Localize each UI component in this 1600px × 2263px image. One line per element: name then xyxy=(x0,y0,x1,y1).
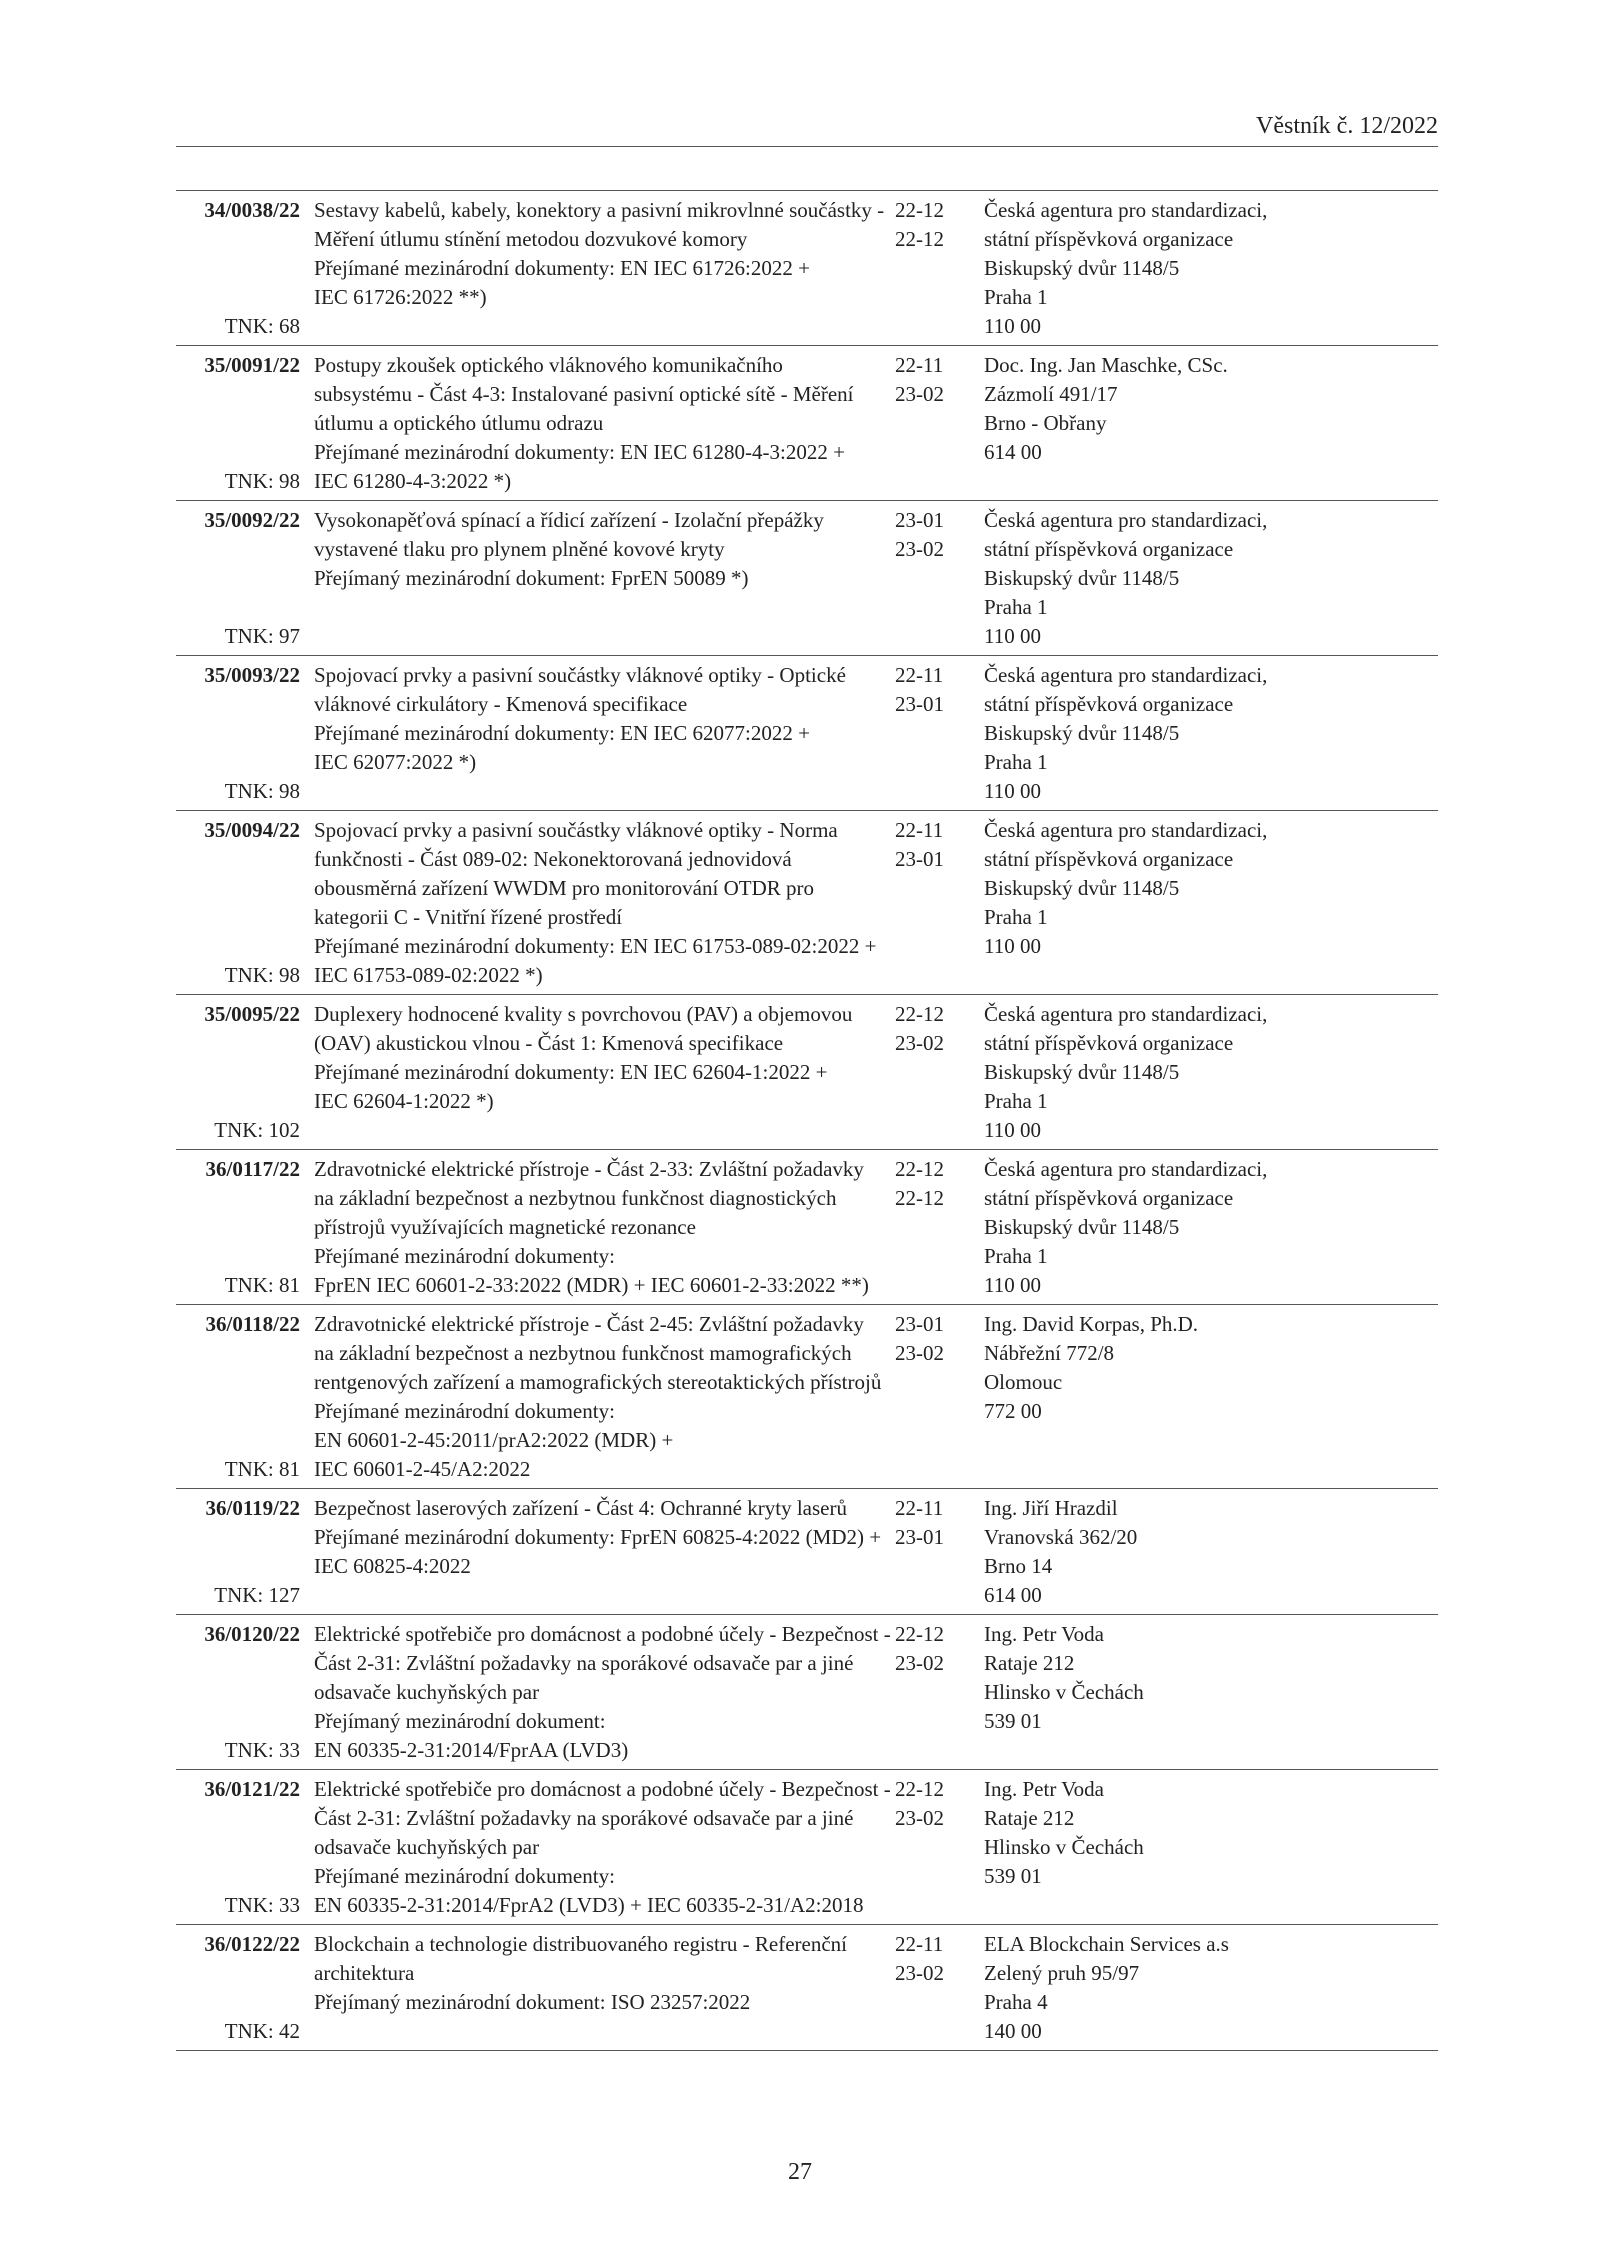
record-title-line: Spojovací prvky a pasivní součástky vláknové optiky - Optické xyxy=(314,663,846,687)
record-title-line: EN 60601-2-45:2011/prA2:2022 (MDR) + xyxy=(314,1428,674,1452)
address-line: 614 00 xyxy=(984,440,1042,464)
record-title-line: funkčnosti - Část 089-02: Nekonektorovaná jednovidová xyxy=(314,847,792,871)
record-title xyxy=(306,661,886,806)
address-line: Česká agentura pro standardizaci, xyxy=(984,1157,1268,1181)
record-date: 23-02 xyxy=(895,1341,944,1365)
record-title-line: Duplexery hodnocené kvality s povrchovou (PAV) a objemovou xyxy=(314,1002,853,1026)
address-line: Doc. Ing. Jan Maschke, CSc. xyxy=(984,353,1228,377)
record-title-line: vystavené tlaku pro plynem plněné kovové kryty xyxy=(314,537,725,561)
record-processor-address xyxy=(976,1310,1438,1484)
record-dates xyxy=(886,1494,976,1610)
standard-record xyxy=(176,1615,1438,1770)
record-date: 22-11 xyxy=(895,663,944,687)
record-tnk: TNK: 127 xyxy=(214,1583,300,1607)
record-id-column xyxy=(176,351,306,496)
address-line: Praha 1 xyxy=(984,595,1048,619)
record-tnk: TNK: 98 xyxy=(224,963,300,987)
record-dates xyxy=(886,1000,976,1145)
standard-record xyxy=(176,995,1438,1150)
record-tnk: TNK: 98 xyxy=(224,469,300,493)
address-line: Zázmolí 491/17 xyxy=(984,382,1118,406)
record-title xyxy=(306,196,886,341)
record-title-line: Přejímaný mezinárodní dokument: FprEN 50089 *) xyxy=(314,566,749,590)
address-line: 110 00 xyxy=(984,934,1041,958)
record-title xyxy=(306,1620,891,1765)
record-id-column xyxy=(176,816,306,990)
record-tnk: TNK: 97 xyxy=(224,624,300,648)
address-line: Nábřežní 772/8 xyxy=(984,1341,1115,1365)
address-line: státní příspěvková organizace xyxy=(984,1031,1234,1055)
record-date: 22-12 xyxy=(895,227,944,251)
record-processor-address xyxy=(976,1494,1438,1610)
address-line: 140 00 xyxy=(984,2019,1042,2043)
record-date: 22-12 xyxy=(895,1002,944,1026)
record-processor-address xyxy=(976,506,1438,651)
record-dates xyxy=(886,1930,976,2046)
record-title-line: Zdravotnické elektrické přístroje - Část 2-33: Zvláštní požadavky xyxy=(314,1157,864,1181)
standard-record xyxy=(176,1925,1438,2051)
record-title-line: na základní bezpečnost a nezbytnou funkčnost diagnostických xyxy=(314,1186,837,1210)
record-title-line: Přejímané mezinárodní dokumenty: FprEN 60825-4:2022 (MD2) + xyxy=(314,1525,882,1549)
address-line: Praha 4 xyxy=(984,1990,1048,2014)
record-processor-address xyxy=(976,196,1438,341)
record-tnk: TNK: 42 xyxy=(224,2019,300,2043)
address-line: 539 01 xyxy=(984,1864,1042,1888)
record-date: 22-12 xyxy=(895,1777,944,1801)
record-date: 22-11 xyxy=(895,1932,944,1956)
address-line: Praha 1 xyxy=(984,285,1048,309)
record-id-column xyxy=(176,1494,306,1610)
record-title xyxy=(306,816,886,990)
standard-record xyxy=(176,1489,1438,1615)
record-number: 35/0093/22 xyxy=(204,663,300,687)
record-date: 23-02 xyxy=(895,1961,944,1985)
record-tnk: TNK: 81 xyxy=(224,1273,300,1297)
record-processor-address xyxy=(976,1000,1438,1145)
standard-record xyxy=(176,346,1438,501)
record-title-line: Část 2-31: Zvláštní požadavky na sporákové odsavače par a jiné xyxy=(314,1651,854,1675)
record-title-line: Postupy zkoušek optického vláknového komunikačního xyxy=(314,353,783,377)
record-id-column xyxy=(176,661,306,806)
address-line: Biskupský dvůr 1148/5 xyxy=(984,256,1180,280)
record-id-column xyxy=(176,196,306,341)
record-title-line: Přejímané mezinárodní dokumenty: xyxy=(314,1244,615,1268)
record-title-line: vláknové cirkulátory - Kmenová specifikace xyxy=(314,692,688,716)
record-title-line: Vysokonapěťová spínací a řídicí zařízení - Izolační přepážky xyxy=(314,508,824,532)
standard-record xyxy=(176,191,1438,346)
record-date: 23-02 xyxy=(895,537,944,561)
record-number: 36/0117/22 xyxy=(205,1157,300,1181)
record-date: 22-12 xyxy=(895,1186,944,1210)
page-number: 27 xyxy=(788,2159,812,2185)
address-line: 110 00 xyxy=(984,1273,1041,1297)
record-tnk: TNK: 33 xyxy=(224,1738,300,1762)
record-date: 23-02 xyxy=(895,382,944,406)
record-number: 35/0095/22 xyxy=(204,1002,300,1026)
record-title xyxy=(306,1310,886,1484)
record-date: 23-01 xyxy=(895,692,944,716)
record-processor-address xyxy=(976,661,1438,806)
record-title-line: Přejímané mezinárodní dokumenty: EN IEC 61726:2022 + xyxy=(314,256,810,280)
record-dates xyxy=(886,1775,976,1920)
record-number: 36/0122/22 xyxy=(204,1932,300,1956)
record-title-line: IEC 61280-4-3:2022 *) xyxy=(314,469,512,493)
record-title-line: Přejímaný mezinárodní dokument: xyxy=(314,1709,606,1733)
record-date: 22-12 xyxy=(895,1622,944,1646)
record-id-column xyxy=(176,506,306,651)
record-title-line: Část 2-31: Zvláštní požadavky na sporákové odsavače par a jiné xyxy=(314,1806,854,1830)
standard-record xyxy=(176,1305,1438,1489)
record-title-line: architektura xyxy=(314,1961,415,1985)
record-title-line: Bezpečnost laserových zařízení - Část 4: Ochranné kryty laserů xyxy=(314,1496,847,1520)
record-title-line: přístrojů využívajících magnetické rezonance xyxy=(314,1215,696,1239)
address-line: 110 00 xyxy=(984,1118,1041,1142)
record-title-line: subsystému - Část 4-3: Instalované pasivní optické sítě - Měření xyxy=(314,382,854,406)
record-title-line: kategorii C - Vnitřní řízené prostředí xyxy=(314,905,623,929)
address-line: Hlinsko v Čechách xyxy=(984,1680,1144,1704)
record-title-line: Přejímané mezinárodní dokumenty: EN IEC 62077:2022 + xyxy=(314,721,810,745)
record-number: 36/0118/22 xyxy=(205,1312,300,1336)
address-line: státní příspěvková organizace xyxy=(984,692,1234,716)
address-line: 110 00 xyxy=(984,314,1041,338)
record-processor-address xyxy=(976,1775,1438,1920)
record-title-line: odsavače kuchyňských par xyxy=(314,1835,540,1859)
address-line: Ing. Petr Voda xyxy=(984,1777,1104,1801)
address-line: Zelený pruh 95/97 xyxy=(984,1961,1140,1985)
record-date: 23-02 xyxy=(895,1806,944,1830)
record-date: 22-11 xyxy=(895,353,944,377)
record-title-line: rentgenových zařízení a mamografických stereotaktických přístrojů xyxy=(314,1370,882,1394)
record-title-line: Přejímané mezinárodní dokumenty: EN IEC 61280-4-3:2022 + xyxy=(314,440,845,464)
record-title xyxy=(306,1775,891,1920)
record-title-line: Měření útlumu stínění metodou dozvukové komory xyxy=(314,227,748,251)
record-title-line: Elektrické spotřebiče pro domácnost a podobné účely - Bezpečnost - xyxy=(314,1777,891,1801)
record-date: 22-12 xyxy=(895,198,944,222)
address-line: Vranovská 362/20 xyxy=(984,1525,1138,1549)
address-line: Ing. Jiří Hrazdil xyxy=(984,1496,1118,1520)
record-title-line: obousměrná zařízení WWDM pro monitorování OTDR pro xyxy=(314,876,814,900)
record-title-line: IEC 61753-089-02:2022 *) xyxy=(314,963,543,987)
record-title-line: Zdravotnické elektrické přístroje - Část 2-45: Zvláštní požadavky xyxy=(314,1312,864,1336)
record-number: 35/0091/22 xyxy=(204,353,300,377)
address-line: Praha 1 xyxy=(984,1244,1048,1268)
record-title xyxy=(306,1155,886,1300)
record-title-line: EN 60335-2-31:2014/FprAA (LVD3) xyxy=(314,1738,629,1762)
record-title-line: Přejímané mezinárodní dokumenty: xyxy=(314,1864,615,1888)
record-id-column xyxy=(176,1000,306,1145)
record-date: 23-01 xyxy=(895,508,944,532)
record-title xyxy=(306,1000,886,1145)
record-date: 22-11 xyxy=(895,1496,944,1520)
address-line: Praha 1 xyxy=(984,1089,1048,1113)
address-line: 110 00 xyxy=(984,779,1041,803)
address-line: Česká agentura pro standardizaci, xyxy=(984,663,1268,687)
address-line: Ing. Petr Voda xyxy=(984,1622,1104,1646)
record-dates xyxy=(886,1310,976,1484)
address-line: Brno - Obřany xyxy=(984,411,1107,435)
standard-record xyxy=(176,1150,1438,1305)
address-line: Česká agentura pro standardizaci, xyxy=(984,818,1268,842)
record-tnk: TNK: 81 xyxy=(224,1457,300,1481)
address-line: 539 01 xyxy=(984,1709,1042,1733)
address-line: 110 00 xyxy=(984,624,1041,648)
address-line: 614 00 xyxy=(984,1583,1042,1607)
record-title-line: Přejímané mezinárodní dokumenty: EN IEC 61753-089-02:2022 + xyxy=(314,934,877,958)
record-number: 36/0120/22 xyxy=(204,1622,300,1646)
record-tnk: TNK: 33 xyxy=(224,1893,300,1917)
record-date: 23-02 xyxy=(895,1651,944,1675)
record-number: 36/0121/22 xyxy=(204,1777,300,1801)
record-title-line: Sestavy kabelů, kabely, konektory a pasivní mikrovlnné součástky - xyxy=(314,198,885,222)
record-title-line: (OAV) akustickou vlnou - Část 1: Kmenová specifikace xyxy=(314,1031,784,1055)
record-tnk: TNK: 98 xyxy=(224,779,300,803)
record-dates xyxy=(886,661,976,806)
record-title-line: IEC 60825-4:2022 xyxy=(314,1554,471,1578)
record-title-line: Spojovací prvky a pasivní součástky vláknové optiky - Norma xyxy=(314,818,838,842)
record-title-line: Elektrické spotřebiče pro domácnost a podobné účely - Bezpečnost - xyxy=(314,1622,891,1646)
record-title-line: odsavače kuchyňských par xyxy=(314,1680,540,1704)
record-id-column xyxy=(176,1155,306,1300)
address-line: státní příspěvková organizace xyxy=(984,227,1234,251)
address-line: Česká agentura pro standardizaci, xyxy=(984,508,1268,532)
address-line: Brno 14 xyxy=(984,1554,1053,1578)
standard-record xyxy=(176,501,1438,656)
record-number: 36/0119/22 xyxy=(205,1496,300,1520)
record-processor-address xyxy=(976,1620,1438,1765)
record-dates xyxy=(886,816,976,990)
record-title-line: FprEN IEC 60601-2-33:2022 (MDR) + IEC 60601-2-33:2022 **) xyxy=(314,1273,869,1297)
record-id-column xyxy=(176,1930,306,2046)
record-title-line: IEC 60601-2-45/A2:2022 xyxy=(314,1457,531,1481)
address-line: Česká agentura pro standardizaci, xyxy=(984,1002,1268,1026)
record-title-line: IEC 62604-1:2022 *) xyxy=(314,1089,494,1113)
standard-record xyxy=(176,811,1438,995)
record-title xyxy=(306,506,886,651)
record-title-line: Přejímané mezinárodní dokumenty: EN IEC 62604-1:2022 + xyxy=(314,1060,828,1084)
record-title-line: útlumu a optického útlumu odrazu xyxy=(314,411,604,435)
record-title xyxy=(306,1930,886,2046)
record-dates xyxy=(886,196,976,341)
address-line: Rataje 212 xyxy=(984,1806,1075,1830)
address-line: Biskupský dvůr 1148/5 xyxy=(984,1060,1180,1084)
bulletin-header xyxy=(176,112,1438,147)
address-line: Biskupský dvůr 1148/5 xyxy=(984,566,1180,590)
record-title-line: na základní bezpečnost a nezbytnou funkčnost mamografických xyxy=(314,1341,852,1365)
record-date: 22-11 xyxy=(895,818,944,842)
record-title-line: Blockchain a technologie distribuovaného registru - Referenční xyxy=(314,1932,847,1956)
address-line: Olomouc xyxy=(984,1370,1063,1394)
record-title-line: IEC 62077:2022 *) xyxy=(314,750,477,774)
record-number: 34/0038/22 xyxy=(204,198,300,222)
record-number: 35/0094/22 xyxy=(204,818,300,842)
address-line: Biskupský dvůr 1148/5 xyxy=(984,721,1180,745)
record-dates xyxy=(886,1155,976,1300)
address-line: Hlinsko v Čechách xyxy=(984,1835,1144,1859)
address-line: Rataje 212 xyxy=(984,1651,1075,1675)
record-processor-address xyxy=(976,1930,1438,2046)
address-line: Praha 1 xyxy=(984,750,1048,774)
address-line: státní příspěvková organizace xyxy=(984,537,1234,561)
record-tnk: TNK: 68 xyxy=(224,314,300,338)
record-date: 23-01 xyxy=(895,1525,944,1549)
record-title-line: EN 60335-2-31:2014/FprA2 (LVD3) + IEC 60335-2-31/A2:2018 xyxy=(314,1893,864,1917)
record-title-line: Přejímané mezinárodní dokumenty: xyxy=(314,1399,615,1423)
record-id-column xyxy=(176,1310,306,1484)
address-line: státní příspěvková organizace xyxy=(984,847,1234,871)
address-line: Biskupský dvůr 1148/5 xyxy=(984,876,1180,900)
record-processor-address xyxy=(976,1155,1438,1300)
page-footer xyxy=(0,2158,1600,2186)
record-processor-address xyxy=(976,816,1438,990)
address-line: Česká agentura pro standardizaci, xyxy=(984,198,1268,222)
record-title xyxy=(306,1494,886,1610)
record-date: 23-01 xyxy=(895,1312,944,1336)
address-line: Praha 1 xyxy=(984,905,1048,929)
record-title-line: Přejímaný mezinárodní dokument: ISO 23257:2022 xyxy=(314,1990,751,2014)
record-date: 23-01 xyxy=(895,847,944,871)
bulletin-title: Věstník č. 12/2022 xyxy=(1256,113,1438,139)
record-date: 23-02 xyxy=(895,1031,944,1055)
record-date: 22-12 xyxy=(895,1157,944,1181)
address-line: Biskupský dvůr 1148/5 xyxy=(984,1215,1180,1239)
record-dates xyxy=(886,506,976,651)
record-tnk: TNK: 102 xyxy=(214,1118,300,1142)
record-processor-address xyxy=(976,351,1438,496)
address-line: státní příspěvková organizace xyxy=(984,1186,1234,1210)
standard-record xyxy=(176,656,1438,811)
address-line: Ing. David Korpas, Ph.D. xyxy=(984,1312,1199,1336)
record-number: 35/0092/22 xyxy=(204,508,300,532)
record-dates xyxy=(886,351,976,496)
address-line: ELA Blockchain Services a.s xyxy=(984,1932,1229,1956)
record-title-line: IEC 61726:2022 **) xyxy=(314,285,487,309)
record-dates xyxy=(886,1620,976,1765)
record-id-column xyxy=(176,1620,306,1765)
record-title xyxy=(306,351,886,496)
address-line: 772 00 xyxy=(984,1399,1042,1423)
record-id-column xyxy=(176,1775,306,1920)
standards-list xyxy=(176,190,1438,2051)
standard-record xyxy=(176,1770,1438,1925)
